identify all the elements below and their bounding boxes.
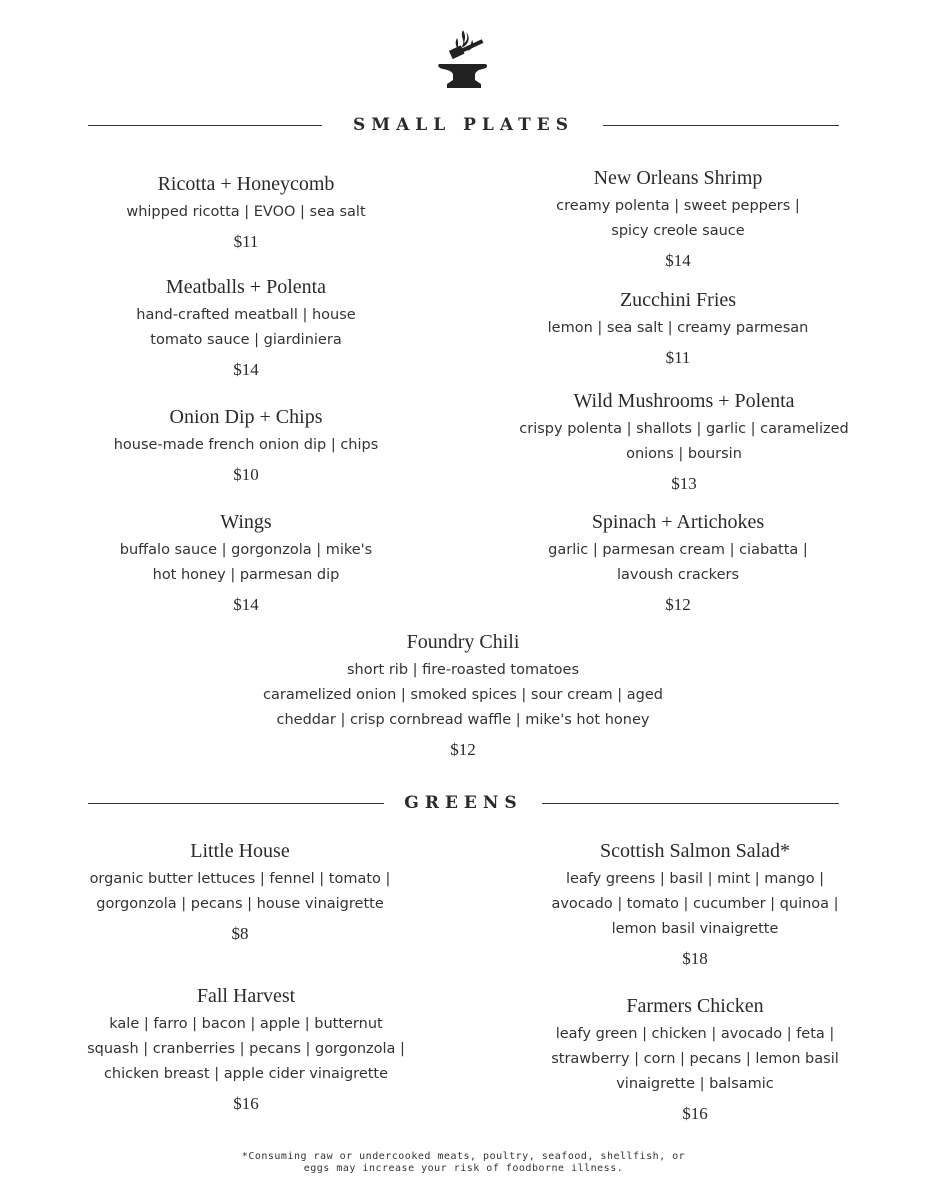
item-name: Scottish Salmon Salad* [600, 840, 790, 862]
menu-item-zucchini [478, 288, 878, 368]
item-price: $14 [665, 251, 691, 270]
item-price: $14 [233, 360, 259, 379]
menu-item-fall-harvest [40, 984, 452, 1114]
item-name: Foundry Chili [406, 631, 520, 653]
item-name: Zucchini Fries [619, 289, 737, 311]
item-price: $10 [233, 465, 259, 484]
item-name: Wild Mushrooms + Polenta [573, 390, 795, 412]
item-price: $11 [233, 232, 259, 251]
item-price: $16 [682, 1104, 708, 1123]
menu-item-farmers-chicken [490, 994, 900, 1124]
item-description: creamy polenta | sweet peppers | spicy creole sauce [556, 198, 800, 239]
item-price: $12 [665, 595, 691, 614]
item-description: buffalo sauce | gorgonzola | mike's hot honey | parmesan dip [119, 542, 373, 583]
item-price: $16 [233, 1094, 259, 1113]
item-price: $14 [233, 595, 259, 614]
item-description: organic butter lettuces | fennel | tomato | gorgonzola | pecans | house vinaigrette [89, 871, 391, 912]
item-name: Spinach + Artichokes [591, 511, 765, 533]
section-header-greens [88, 793, 839, 813]
item-name: Little House [190, 840, 290, 862]
footer-disclaimer: *Consuming raw or undercooked meats, poultry, seafood, shellfish, or eggs may increase your risk of foodborne illness. [241, 1151, 686, 1174]
item-description: leafy green | chicken | avocado | feta | strawberry | corn | pecans | lemon basil vinaigrette | balsamic [551, 1026, 839, 1092]
item-price: $18 [682, 949, 708, 968]
item-description: house-made french onion dip | chips [113, 437, 379, 453]
divider-line [603, 125, 839, 126]
item-description: crispy polenta | shallots | garlic | caramelized onions | boursin [519, 421, 849, 462]
item-name: Ricotta + Honeycomb [157, 173, 335, 195]
item-name: Fall Harvest [196, 985, 296, 1007]
item-description: whipped ricotta | EVOO | sea salt [126, 204, 366, 220]
item-name: Meatballs + Polenta [165, 276, 327, 298]
menu-item-mushrooms [478, 389, 890, 494]
item-description: leafy greens | basil | mint | mango | avocado | tomato | cucumber | quinoa | lemon basil vinaigrette [551, 871, 839, 937]
menu-item-chili [213, 630, 713, 760]
item-description: lemon | sea salt | creamy parmesan [547, 320, 809, 336]
menu-item-meatballs [56, 275, 436, 380]
item-description: short rib | fire-roasted tomatoes caramelized onion | smoked spices | sour cream | aged cheddar | crisp cornbread waffle | mike's hot honey [263, 662, 663, 728]
section-title: GREENS [404, 793, 523, 813]
item-price: $12 [450, 740, 476, 759]
item-description: kale | farro | bacon | apple | butternut squash | cranberries | pecans | gorgonzola | chicken breast | apple cider vinaigrette [87, 1016, 405, 1082]
section-title: SMALL PLATES [353, 115, 574, 135]
section-header-small-plates [88, 115, 839, 135]
menu-item-onion-dip [56, 405, 436, 485]
anvil-logo-icon [433, 28, 493, 92]
menu-item-ricotta [56, 172, 436, 252]
divider-line [542, 803, 839, 804]
menu-item-shrimp [478, 166, 878, 271]
item-description: hand-crafted meatball | house tomato sauce | giardiniera [136, 307, 356, 348]
menu-item-spinach [478, 510, 878, 615]
item-description: garlic | parmesan cream | ciabatta | lavoush crackers [548, 542, 808, 583]
item-price: $8 [231, 924, 249, 943]
menu-item-wings [56, 510, 436, 615]
item-name: Wings [220, 511, 272, 533]
item-name: New Orleans Shrimp [593, 167, 763, 189]
item-name: Farmers Chicken [626, 995, 764, 1017]
item-price: $11 [665, 348, 691, 367]
menu-item-little-house [40, 839, 440, 944]
item-name: Onion Dip + Chips [169, 406, 323, 428]
item-price: $13 [671, 474, 697, 493]
menu-item-salmon-salad [490, 839, 900, 969]
